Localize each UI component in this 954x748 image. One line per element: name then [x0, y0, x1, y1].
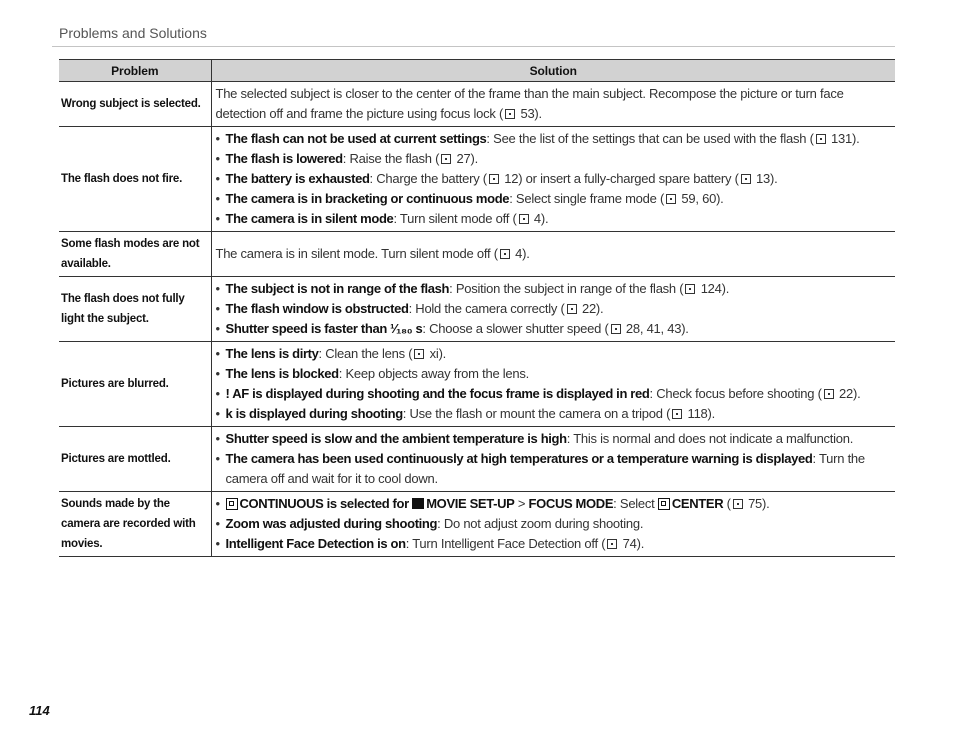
- solution-item-bold: The camera has been used continuously at high temperatures or a temperature warning is displayed: [225, 451, 813, 466]
- manual-ref-icon: [519, 214, 529, 224]
- solution-item-text: : Select: [613, 496, 658, 511]
- solution-item-bold: MOVIE SET-UP: [426, 496, 515, 511]
- solution-item-text: : Use the flash or mount the camera on a tripod (: [402, 406, 671, 421]
- solution-item-text: : This is normal and does not indicate a malfunction.: [566, 431, 854, 446]
- problem-cell: The flash does not fully light the subject.: [59, 277, 211, 342]
- solution-item-text: : Keep objects away from the lens.: [338, 366, 529, 381]
- problem-cell: Sounds made by the camera are recorded with movies.: [59, 492, 211, 557]
- solution-item-bold: Zoom was adjusted during shooting: [225, 516, 438, 531]
- solution-item-ref: 59, 60).: [678, 191, 724, 206]
- solution-item: • Zoom was adjusted during shooting: Do not adjust zoom during shooting.: [215, 516, 644, 531]
- table-row: [59, 277, 895, 342]
- solution-item-bold: Shutter speed is faster than ¹⁄₁₈₀ s: [225, 321, 423, 336]
- solution-item: • Shutter speed is slow and the ambient temperature is high: This is normal and does not indicate a malfunction.: [215, 431, 854, 446]
- solution-item: • The lens is dirty: Clean the lens ( xi).: [215, 346, 447, 361]
- solution-item-ref: 118).: [684, 406, 715, 421]
- solution-item-bold: The camera is in bracketing or continuous mode: [225, 191, 510, 206]
- solution-item-text: : Clean the lens (: [318, 346, 413, 361]
- table-row: [59, 342, 895, 427]
- solution-item: • The camera is in silent mode: Turn silent mode off ( 4).: [215, 211, 549, 226]
- solution-item-text: : See the list of the settings that can be used with the flash (: [486, 131, 814, 146]
- solution-item-ref: 131).: [827, 131, 860, 146]
- solution-item-bold: The flash can not be used at current settings: [225, 131, 487, 146]
- solution-item-ref: 28, 41, 43).: [622, 321, 689, 336]
- solution-item-bold: k is displayed during shooting: [225, 406, 403, 421]
- problem-cell: Pictures are mottled.: [59, 427, 211, 492]
- solution-item: • Shutter speed is faster than ¹⁄₁₈₀ s: Choose a slower shutter speed ( 28, 41, 43).: [215, 321, 689, 336]
- manual-ref-icon: [733, 499, 743, 509]
- manual-ref-icon: [672, 409, 682, 419]
- manual-ref-icon: [741, 174, 751, 184]
- solution-item-bold: Shutter speed is slow and the ambient temperature is high: [225, 431, 567, 446]
- solution-item: • ! AF is displayed during shooting and the focus frame is displayed in red: Check focus before shooting ( 22).: [215, 386, 861, 401]
- table-row: [59, 127, 895, 232]
- solution-item: • Intelligent Face Detection is on: Turn Intelligent Face Detection off ( 74).: [215, 536, 645, 551]
- solution-item: • The battery is exhausted: Charge the battery ( 12) or insert a fully-charged spare battery ( 13).: [215, 171, 778, 186]
- solution-ref: 53).: [517, 106, 542, 121]
- solution-item-text: : Position the subject in range of the flash (: [449, 281, 684, 296]
- solution-cell: [211, 82, 895, 127]
- solution-item-text: >: [514, 496, 529, 511]
- solution-item-ref: 74).: [619, 536, 645, 551]
- solution-item-text: : Raise the flash (: [342, 151, 440, 166]
- solution-item-bold: The subject is not in range of the flash: [225, 281, 450, 296]
- solution-item-ref: 75).: [744, 496, 770, 511]
- solution-item-text: : Do not adjust zoom during shooting.: [437, 516, 644, 531]
- solution-item: • The flash is lowered: Raise the flash ( 27).: [215, 151, 478, 166]
- solution-item: • The flash window is obstructed: Hold the camera correctly ( 22).: [215, 301, 604, 316]
- solution-item: • The camera is in bracketing or continuous mode: Select single frame mode ( 59, 60).: [215, 191, 724, 206]
- solution-item: • k is displayed during shooting: Use the flash or mount the camera on a tripod ( 118).: [215, 406, 715, 421]
- solution-cell: [211, 427, 895, 492]
- manual-ref-icon: [816, 134, 826, 144]
- continuous-mode-icon: [226, 498, 238, 510]
- solution-item: • The lens is blocked: Keep objects away from the lens.: [215, 366, 529, 381]
- solution-item-text: : Choose a slower shutter speed (: [422, 321, 609, 336]
- solution-item-text: : Turn Intelligent Face Detection off (: [405, 536, 606, 551]
- manual-ref-icon: [414, 349, 424, 359]
- solution-cell: [211, 342, 895, 427]
- table-header-row: [59, 60, 895, 82]
- solution-item-text: (: [723, 496, 731, 511]
- solution-item-bold: FOCUS MODE: [528, 496, 614, 511]
- solution-cell: [211, 492, 895, 557]
- solution-item-bold: CONTINUOUS is selected for: [239, 496, 409, 511]
- manual-ref-icon: [489, 174, 499, 184]
- solution-item-bold: ! AF is displayed during shooting and the focus frame is displayed in red: [225, 386, 650, 401]
- solution-item-text: : Select single frame mode (: [509, 191, 665, 206]
- column-header-problem: Problem: [59, 60, 211, 82]
- problem-cell: Pictures are blurred.: [59, 342, 211, 427]
- manual-ref-icon: [441, 154, 451, 164]
- solution-item-ref: 22).: [578, 301, 604, 316]
- manual-ref-icon: [607, 539, 617, 549]
- solution-item-bold: The flash window is obstructed: [225, 301, 409, 316]
- solution-item-text: : Turn the camera off and wait for it to cool down.: [225, 451, 865, 486]
- solution-item-bold: Intelligent Face Detection is on: [225, 536, 406, 551]
- problems-table: [59, 59, 895, 557]
- column-header-solution: Solution: [211, 60, 895, 82]
- section-title: Problems and Solutions: [59, 25, 207, 41]
- manual-ref-icon: [824, 389, 834, 399]
- solution-cell: [211, 232, 895, 277]
- solution-item-ref: 124).: [697, 281, 730, 296]
- problem-cell: The flash does not fire.: [59, 127, 211, 232]
- manual-ref-icon: [611, 324, 621, 334]
- solution-item: • The flash can not be used at current settings: See the list of the settings that can be used with the flash ( 131).: [215, 131, 860, 146]
- page-number: 114: [29, 703, 50, 718]
- solution-item-bold: CENTER: [671, 496, 724, 511]
- solution-item-text: : Hold the camera correctly (: [408, 301, 565, 316]
- solution-item-text: : Check focus before shooting (: [649, 386, 822, 401]
- solution-ref: 4).: [511, 246, 530, 261]
- solution-item-text: : Charge the battery (: [369, 171, 487, 186]
- solution-item-text: : Turn silent mode off (: [393, 211, 517, 226]
- table-row: [59, 82, 895, 127]
- solution-cell: [211, 127, 895, 232]
- solution-item: • The camera has been used continuously at high temperatures or a temperature warning is displayed: Turn the camera off and wait for it to cool down.: [215, 451, 865, 486]
- solution-item-ref: 13).: [752, 171, 778, 186]
- solution-item-bold: The battery is exhausted: [225, 171, 370, 186]
- manual-ref-icon: [505, 109, 515, 119]
- table-row: [59, 427, 895, 492]
- solution-item: • CONTINUOUS is selected for MOVIE SET-UP > FOCUS MODE: Select CENTER ( 75).: [215, 496, 770, 511]
- problem-cell: Some flash modes are not available.: [59, 232, 211, 277]
- solution-item-ref: 4).: [530, 211, 549, 226]
- manual-ref-icon: [685, 284, 695, 294]
- solution-item-text: 12) or insert a fully-charged spare battery (: [500, 171, 739, 186]
- table-row: [59, 492, 895, 557]
- movie-menu-icon: [412, 498, 424, 509]
- solution-text: The selected subject is closer to the center of the frame than the main subject. Recompose the picture or turn face detection off and frame the picture using focus lock (: [215, 86, 844, 121]
- solution-item-bold: The lens is blocked: [225, 366, 339, 381]
- solution-cell: [211, 277, 895, 342]
- manual-ref-icon: [666, 194, 676, 204]
- solution-item-ref: 27).: [453, 151, 478, 166]
- table-row: [59, 232, 895, 277]
- solution-item-bold: The lens is dirty: [225, 346, 319, 361]
- solution-item: • The subject is not in range of the flash: Position the subject in range of the flash ( 124).: [215, 281, 730, 296]
- problem-cell: Wrong subject is selected.: [59, 82, 211, 127]
- center-focus-icon: [658, 498, 670, 510]
- manual-ref-icon: [500, 249, 510, 259]
- solution-text: The camera is in silent mode. Turn silent mode off (: [215, 246, 498, 261]
- header-rule: [52, 46, 895, 47]
- manual-ref-icon: [567, 304, 577, 314]
- solution-item-ref: 22).: [835, 386, 861, 401]
- solution-item-ref: xi).: [426, 346, 447, 361]
- solution-item-bold: The flash is lowered: [225, 151, 343, 166]
- solution-item-bold: The camera is in silent mode: [225, 211, 394, 226]
